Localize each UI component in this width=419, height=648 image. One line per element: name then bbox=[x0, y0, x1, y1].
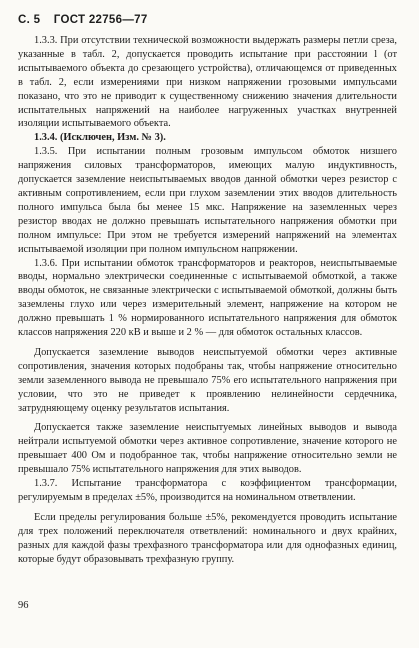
paragraph-1-3-7: 1.3.7. Испытание трансформатора с коэффициентом трансформации, регулируемым в пределах ±5%, производится на номинальном ответвлении. bbox=[18, 478, 397, 503]
paragraph-1-3-5: 1.3.5. При испытании полным грозовым импульсом обмоток низшего напряжения силовых трансформаторов, имеющих малую индуктивность, допускается заземление неиспытываемых вводов данной обмотки через резистор с активным сопротивлением, если при глухом заземлении этих вводов длительность полного импульса была бы менее 15 мкс. Напряжение на заземленных через резистор вводах не должно превышать испытательного напряжения обмотки при полном импульсе: При этом не требуется измерений напряжений на элементах испытываемой изоляции при полном импульсном напряжении. bbox=[18, 146, 397, 255]
paragraph-1-3-4: 1.3.4. (Исключен, Изм. № 3). bbox=[34, 132, 166, 144]
page-number: 96 bbox=[18, 600, 29, 611]
paragraph-1-3-3: 1.3.3. При отсутствии технической возможности выдержать размеры петли среза, указанные в табл. 2, допускается проводить испытание при расстоянии l (от испытываемого объекта до срезающего устройства), отличающемся от приведенных в табл. 2, если измерениями при низком напряжении грозовыми импульсами показано, что это не приводит к существенному снижению значения длительности испытательных напряжений на наиболее нагруженных участках внутренней изоляции испытываемого объекта. bbox=[18, 35, 397, 130]
document-body bbox=[18, 34, 397, 567]
paragraph-regulation: Если пределы регулирования больше ±5%, рекомендуется проводить испытание для трех положений переключателя ответвлений: номинального и двух крайних, разных для каждой фазы трехфазного трансформатора или для однофазных единиц, которые будут образовывать трехфазную группу. bbox=[18, 511, 397, 565]
page-label: С. 5 bbox=[18, 14, 41, 26]
paragraph-grounding-1: Допускается заземление выводов неиспытуемой обмотки через активные сопротивления, значения которых подобраны так, чтобы напряжение относительно земли заземленного вывода не превышало 75% его испытательного напряжения при условии, что это не приведет к проявлению нелинейности сердечника, затрудняющему оценку результатов испытания. bbox=[18, 346, 397, 414]
page-header bbox=[18, 14, 397, 26]
paragraph-1-3-6: 1.3.6. При испытании обмоток трансформаторов и реакторов, неиспытываемые вводы, нормально электрически соединенные с испытываемой обмоткой, а также вводы обмоток, не связанные электрически с испытываемой обмоткой, должны быть заземлены глухо или через измерительный элемент, напряжение на котором не должно превышать 1 % нормированного испытательного напряжения для обмоток классов напряжения 220 кВ и выше и 2 % — для обмоток остальных классов. bbox=[18, 257, 397, 339]
standard-number: ГОСТ 22756—77 bbox=[53, 14, 148, 26]
paragraph-grounding-2: Допускается также заземление неиспытуемых линейных выводов и вывода нейтрали испытуемой обмотки через активное сопротивление, значение которого не превышает 400 Ом и подобранное так, чтобы напряжение относительно земли не превышало 75% испытательного напряжения для этих выводов. bbox=[18, 422, 397, 476]
